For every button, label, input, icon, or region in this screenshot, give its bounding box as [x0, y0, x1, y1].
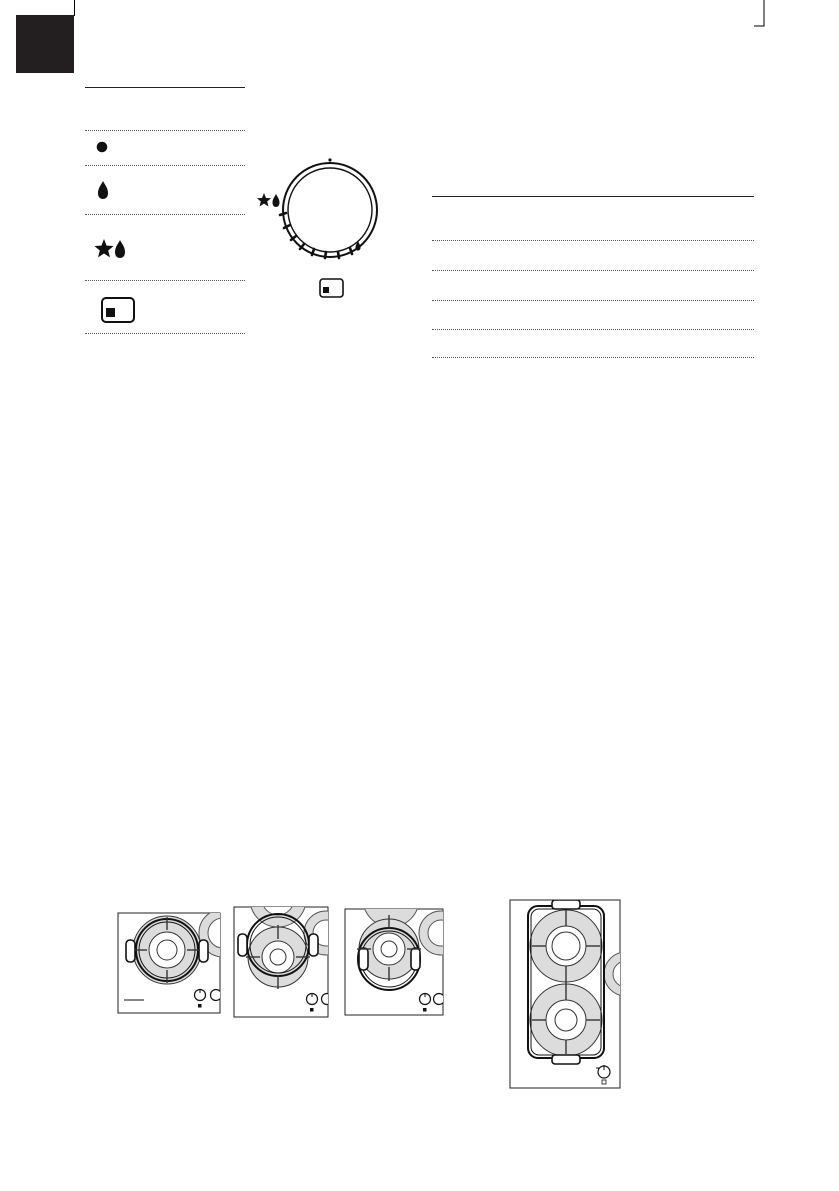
right-table-divider — [432, 357, 754, 358]
crop-mark — [74, 0, 75, 16]
legend-divider — [85, 214, 245, 215]
pan-centred-figure — [118, 903, 223, 1015]
star-flame-icon — [94, 238, 130, 260]
right-table-divider — [432, 240, 754, 241]
legend-divider — [85, 333, 245, 334]
legend-header-rule — [85, 87, 245, 88]
right-table-divider — [432, 329, 754, 330]
right-table-header-rule — [432, 196, 754, 197]
ignition-button-icon — [101, 297, 135, 323]
right-table-divider — [432, 270, 754, 271]
griddle-plate-figure — [508, 896, 623, 1092]
crop-mark-right — [764, 0, 765, 28]
flame-icon — [97, 180, 109, 200]
right-table-divider — [432, 300, 754, 301]
pan-offset-lower-figure — [345, 907, 450, 1019]
control-dial-diagram — [250, 150, 390, 300]
dot-icon — [96, 141, 108, 153]
pan-offset-upper-figure — [234, 905, 339, 1017]
legend-divider — [85, 280, 245, 281]
legend-divider — [85, 130, 245, 131]
legend-divider — [85, 165, 245, 166]
language-tab — [16, 15, 74, 73]
